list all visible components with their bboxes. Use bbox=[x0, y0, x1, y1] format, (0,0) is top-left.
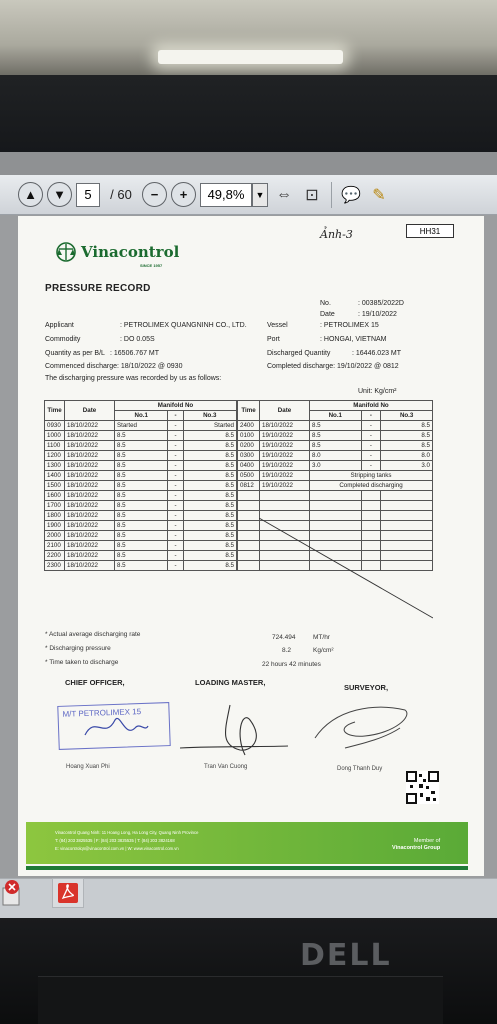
page-total: / 60 bbox=[110, 187, 132, 202]
surveyor-signature bbox=[305, 698, 415, 760]
table-cell: - bbox=[168, 561, 183, 571]
table-cell: 2100 bbox=[45, 541, 65, 551]
table-cell: - bbox=[168, 421, 183, 431]
table-cell: - bbox=[168, 471, 183, 481]
name-chief-officer: Hoang Xuan Phi bbox=[66, 764, 110, 770]
table-cell: 18/10/2022 bbox=[65, 471, 115, 481]
text-markup-icon[interactable]: ✎ bbox=[372, 186, 386, 204]
table-cell: 18/10/2022 bbox=[65, 461, 115, 471]
table-cell-empty bbox=[238, 551, 260, 561]
table-cell: 0930 bbox=[45, 421, 65, 431]
toolbar-divider bbox=[331, 182, 332, 208]
table-cell-empty bbox=[260, 491, 310, 501]
quantity-value: : 16506.767 MT bbox=[110, 350, 160, 357]
table-cell: 1300 bbox=[45, 461, 65, 471]
table-cell: 0100 bbox=[238, 431, 260, 441]
prev-page-icon[interactable]: ▲ bbox=[18, 182, 43, 207]
table-row bbox=[45, 421, 237, 431]
table-row bbox=[45, 541, 237, 551]
pdf-reader-icon bbox=[58, 883, 78, 903]
table-cell: 0400 bbox=[238, 461, 260, 471]
table-cell: 8.5 bbox=[183, 491, 236, 501]
table-cell: 8.0 bbox=[310, 451, 362, 461]
table-cell-empty bbox=[260, 501, 310, 511]
top-signature: Ảnh-3 bbox=[320, 228, 353, 241]
col-date-right: Date bbox=[260, 401, 310, 421]
table-cell: 8.5 bbox=[183, 501, 236, 511]
role-surveyor: SURVEYOR, bbox=[344, 683, 389, 692]
table-row bbox=[238, 471, 433, 481]
table-cell: 1200 bbox=[45, 451, 65, 461]
discharged-label: Discharged Quantity bbox=[267, 350, 331, 357]
table-cell: - bbox=[361, 421, 381, 431]
table-cell-empty bbox=[238, 511, 260, 521]
footer-line-1: Vinacontrol Quang Ninh: 11 Hoang Long, Ha Long City, Quang Ninh Province bbox=[55, 830, 199, 835]
table-cell: 18/10/2022 bbox=[260, 421, 310, 431]
col-no2-right: - bbox=[361, 411, 381, 421]
zoom-out-icon[interactable]: − bbox=[142, 182, 167, 207]
table-cell: 1600 bbox=[45, 491, 65, 501]
pdf-toolbar bbox=[0, 175, 497, 215]
table-cell: Started bbox=[115, 421, 168, 431]
note-pressure-value: 8.2 bbox=[282, 647, 292, 654]
table-cell: 8.5 bbox=[115, 441, 168, 451]
table-cell: - bbox=[168, 431, 183, 441]
table-cell: 3.0 bbox=[381, 461, 433, 471]
note-pressure-label: * Discharging pressure bbox=[45, 645, 111, 652]
dell-logo: DELL bbox=[300, 938, 392, 973]
fit-page-icon[interactable]: ⊡ bbox=[305, 186, 319, 204]
table-cell: 18/10/2022 bbox=[65, 521, 115, 531]
pressure-table-left bbox=[44, 400, 237, 571]
table-cell: 8.5 bbox=[115, 561, 168, 571]
table-cell: 19/10/2022 bbox=[260, 471, 310, 481]
table-cell: 0300 bbox=[238, 451, 260, 461]
table-cell: 18/10/2022 bbox=[65, 541, 115, 551]
table-row bbox=[238, 481, 433, 491]
table-cell: - bbox=[168, 541, 183, 551]
completed-discharge: Completed discharge: 19/10/2022 @ 0812 bbox=[267, 363, 399, 370]
vessel-value: : PETROLIMEX 15 bbox=[320, 322, 379, 329]
note-rate-value: 724.494 bbox=[272, 634, 296, 641]
table-cell: 1900 bbox=[45, 521, 65, 531]
table-cell: - bbox=[168, 521, 183, 531]
vinacontrol-logo bbox=[55, 241, 179, 263]
table-cell-empty bbox=[238, 491, 260, 501]
table-cell: Completed discharging bbox=[310, 481, 433, 491]
strikeout-line bbox=[259, 518, 433, 620]
name-surveyor: Dong Thanh Duy bbox=[337, 766, 383, 772]
table-cell: - bbox=[361, 451, 381, 461]
next-page-icon[interactable]: ▼ bbox=[47, 182, 72, 207]
table-cell-empty bbox=[361, 501, 381, 511]
table-cell: 8.5 bbox=[381, 441, 433, 451]
table-cell: 0500 bbox=[238, 471, 260, 481]
table-cell: 1400 bbox=[45, 471, 65, 481]
table-cell: 19/10/2022 bbox=[260, 481, 310, 491]
table-row bbox=[238, 431, 433, 441]
table-cell: 8.5 bbox=[183, 561, 236, 571]
table-cell: 8.5 bbox=[115, 491, 168, 501]
footer-member bbox=[392, 838, 440, 852]
table-cell: 8.5 bbox=[183, 481, 236, 491]
footer-bottom-bar bbox=[26, 866, 468, 870]
table-cell-empty bbox=[381, 491, 433, 501]
table-row bbox=[45, 551, 237, 561]
vessel-label: Vessel bbox=[267, 322, 288, 329]
table-cell: 1500 bbox=[45, 481, 65, 491]
table-cell: 1000 bbox=[45, 431, 65, 441]
table-cell: 8.5 bbox=[310, 441, 362, 451]
table-cell-empty bbox=[238, 501, 260, 511]
table-cell: 1800 bbox=[45, 511, 65, 521]
table-row bbox=[45, 491, 237, 501]
table-row bbox=[45, 481, 237, 491]
table-cell: - bbox=[168, 491, 183, 501]
taskbar-pdf-reader[interactable] bbox=[52, 878, 84, 908]
company-since: SINCE 1957 bbox=[140, 263, 163, 268]
stamp-text: M/T PETROLIMEX 15 bbox=[62, 707, 142, 719]
table-row bbox=[45, 501, 237, 511]
table-cell: 8.5 bbox=[381, 421, 433, 431]
table-cell: - bbox=[168, 481, 183, 491]
table-cell: 18/10/2022 bbox=[65, 551, 115, 561]
table-cell: - bbox=[361, 441, 381, 451]
table-cell: 8.5 bbox=[115, 451, 168, 461]
col-manifold-right: Manifold No bbox=[310, 401, 433, 411]
taskbar-app-error[interactable] bbox=[2, 878, 32, 908]
table-cell: 8.5 bbox=[183, 551, 236, 561]
no-value: : 00385/2022D bbox=[358, 300, 404, 307]
table-cell: 8.5 bbox=[183, 531, 236, 541]
port-value: : HONGAI, VIETNAM bbox=[320, 336, 387, 343]
note-rate-unit: MT/hr bbox=[313, 634, 330, 641]
document-title: PRESSURE RECORD bbox=[45, 283, 151, 294]
note-time-value: 22 hours 42 minutes bbox=[262, 661, 321, 668]
loading-master-signature bbox=[180, 700, 290, 760]
table-cell: Started bbox=[183, 421, 236, 431]
table-cell-empty bbox=[361, 491, 381, 501]
table-cell-empty bbox=[238, 561, 260, 571]
table-cell: 8.5 bbox=[183, 461, 236, 471]
role-chief-officer: CHIEF OFFICER, bbox=[65, 678, 125, 687]
table-row-empty bbox=[238, 491, 433, 501]
col-no1: No.1 bbox=[115, 411, 168, 421]
table-cell: 8.5 bbox=[115, 551, 168, 561]
table-cell: 18/10/2022 bbox=[65, 531, 115, 541]
table-row bbox=[45, 561, 237, 571]
table-cell: - bbox=[168, 441, 183, 451]
company-name: Vinacontrol bbox=[81, 243, 180, 261]
col-no2: - bbox=[168, 411, 183, 421]
qr-code-icon bbox=[406, 771, 439, 804]
commodity-label: Commodity bbox=[45, 336, 81, 343]
table-cell: - bbox=[168, 531, 183, 541]
comment-icon[interactable]: 💬 bbox=[341, 186, 361, 204]
footer-line-2: T: (84) 203 3825535 | F: (84) 203 3825535 | T: (84) 203 3824168 bbox=[55, 838, 175, 843]
table-cell: 8.5 bbox=[115, 431, 168, 441]
table-cell: 8.5 bbox=[183, 541, 236, 551]
monitor-stand bbox=[38, 976, 443, 1024]
table-cell: - bbox=[168, 501, 183, 511]
table-cell: 18/10/2022 bbox=[65, 441, 115, 451]
table-cell: 8.5 bbox=[183, 441, 236, 451]
table-cell: 8.5 bbox=[183, 511, 236, 521]
table-cell: 2300 bbox=[45, 561, 65, 571]
table-cell-empty bbox=[238, 541, 260, 551]
table-cell: 18/10/2022 bbox=[65, 421, 115, 431]
table-cell: 8.5 bbox=[115, 531, 168, 541]
date-label: Date bbox=[320, 311, 335, 318]
table-cell: 8.5 bbox=[115, 471, 168, 481]
table-cell: 2400 bbox=[238, 421, 260, 431]
table-cell: 8.5 bbox=[183, 471, 236, 481]
note-pressure-unit: Kg/cm² bbox=[313, 647, 334, 654]
footer-group: Vinacontrol Group bbox=[392, 845, 441, 851]
table-cell-empty bbox=[310, 501, 362, 511]
table-cell: - bbox=[361, 461, 381, 471]
error-app-icon bbox=[2, 878, 32, 908]
table-row bbox=[45, 471, 237, 481]
role-loading-master: LOADING MASTER, bbox=[195, 678, 266, 687]
col-time-right: Time bbox=[238, 401, 260, 421]
table-row bbox=[45, 531, 237, 541]
table-cell: 18/10/2022 bbox=[65, 561, 115, 571]
applicant-label: Applicant bbox=[45, 322, 74, 329]
pressure-table bbox=[44, 400, 433, 620]
table-row bbox=[45, 461, 237, 471]
col-no3-right: No.3 bbox=[381, 411, 433, 421]
table-cell: 0812 bbox=[238, 481, 260, 491]
fit-width-icon[interactable]: ⇔ bbox=[276, 185, 292, 203]
zoom-level-field[interactable]: 49,8% bbox=[200, 183, 252, 207]
recorded-note: The discharging pressure was recorded by us as follows: bbox=[45, 375, 222, 382]
table-cell: 8.5 bbox=[115, 501, 168, 511]
table-cell: 18/10/2022 bbox=[65, 501, 115, 511]
table-cell-empty bbox=[310, 491, 362, 501]
col-time: Time bbox=[45, 401, 65, 421]
table-cell: 8.5 bbox=[115, 511, 168, 521]
table-cell: - bbox=[168, 511, 183, 521]
chief-officer-signature bbox=[80, 710, 150, 746]
table-cell: 1700 bbox=[45, 501, 65, 511]
table-row-empty bbox=[238, 501, 433, 511]
commodity-value: : DO 0.05S bbox=[120, 336, 155, 343]
table-row bbox=[45, 431, 237, 441]
discharged-value: : 16446.023 MT bbox=[352, 350, 402, 357]
no-label: No. bbox=[320, 300, 331, 307]
table-cell: 18/10/2022 bbox=[65, 451, 115, 461]
footer-line-3: E: vinacontrolqn@vinacontrol.com.vn | W: www.vinacontrol.com.vn bbox=[55, 846, 179, 851]
table-row bbox=[238, 421, 433, 431]
table-cell: 8.5 bbox=[310, 431, 362, 441]
table-row bbox=[45, 451, 237, 461]
table-cell: 8.5 bbox=[115, 481, 168, 491]
table-cell: - bbox=[168, 551, 183, 561]
quantity-label: Quantity as per B/L bbox=[45, 350, 105, 357]
col-no3: No.3 bbox=[183, 411, 236, 421]
table-cell: 8.5 bbox=[115, 461, 168, 471]
table-cell: 8.5 bbox=[115, 521, 168, 531]
table-cell-empty bbox=[238, 531, 260, 541]
table-cell: 1100 bbox=[45, 441, 65, 451]
ceiling-light bbox=[158, 50, 343, 64]
table-cell: 8.5 bbox=[115, 541, 168, 551]
table-row bbox=[45, 521, 237, 531]
table-cell-empty bbox=[381, 501, 433, 511]
note-rate-label: * Actual average discharging rate bbox=[45, 631, 141, 638]
col-date: Date bbox=[65, 401, 115, 421]
table-row bbox=[45, 441, 237, 451]
zoom-in-icon[interactable]: + bbox=[171, 182, 196, 207]
monitor-top-bezel bbox=[0, 75, 497, 161]
table-cell: 8.5 bbox=[183, 431, 236, 441]
table-cell: 18/10/2022 bbox=[65, 431, 115, 441]
applicant-value: : PETROLIMEX QUANGNINH CO., LTD. bbox=[120, 322, 247, 329]
col-manifold: Manifold No bbox=[115, 401, 237, 411]
col-no1-right: No.1 bbox=[310, 411, 362, 421]
table-cell: 8.5 bbox=[183, 451, 236, 461]
document-tag: HH31 bbox=[406, 224, 454, 238]
table-row bbox=[238, 461, 433, 471]
table-cell: 3.0 bbox=[310, 461, 362, 471]
page-number-input[interactable]: 5 bbox=[76, 183, 100, 207]
table-cell: 19/10/2022 bbox=[260, 441, 310, 451]
table-cell: - bbox=[168, 451, 183, 461]
date-value: : 19/10/2022 bbox=[358, 311, 397, 318]
table-cell: 19/10/2022 bbox=[260, 431, 310, 441]
table-cell: 8.5 bbox=[183, 521, 236, 531]
commenced-discharge: Commenced discharge: 18/10/2022 @ 0930 bbox=[45, 363, 183, 370]
table-row bbox=[238, 441, 433, 451]
unit-label: Unit: Kg/cm² bbox=[358, 388, 397, 395]
table-cell: 0200 bbox=[238, 441, 260, 451]
table-cell: 19/10/2022 bbox=[260, 461, 310, 471]
table-cell: 2000 bbox=[45, 531, 65, 541]
table-cell-empty bbox=[238, 521, 260, 531]
table-cell: 8.0 bbox=[381, 451, 433, 461]
footer-member-of: Member of bbox=[413, 838, 441, 844]
scales-logo-icon bbox=[55, 241, 77, 263]
table-cell: Stripping tanks bbox=[310, 471, 433, 481]
table-row bbox=[45, 511, 237, 521]
note-time-label: * Time taken to discharge bbox=[45, 659, 119, 666]
table-cell: 18/10/2022 bbox=[65, 481, 115, 491]
table-row bbox=[238, 451, 433, 461]
table-cell: - bbox=[361, 431, 381, 441]
table-cell: 2200 bbox=[45, 551, 65, 561]
table-cell: 8.5 bbox=[381, 431, 433, 441]
table-cell: 18/10/2022 bbox=[65, 491, 115, 501]
table-cell: 19/10/2022 bbox=[260, 451, 310, 461]
zoom-dropdown-icon[interactable]: ▼ bbox=[252, 183, 268, 207]
table-cell: 18/10/2022 bbox=[65, 511, 115, 521]
port-label: Port bbox=[267, 336, 280, 343]
table-cell: 8.5 bbox=[310, 421, 362, 431]
name-loading-master: Tran Van Cuong bbox=[204, 764, 248, 770]
table-cell: - bbox=[168, 461, 183, 471]
